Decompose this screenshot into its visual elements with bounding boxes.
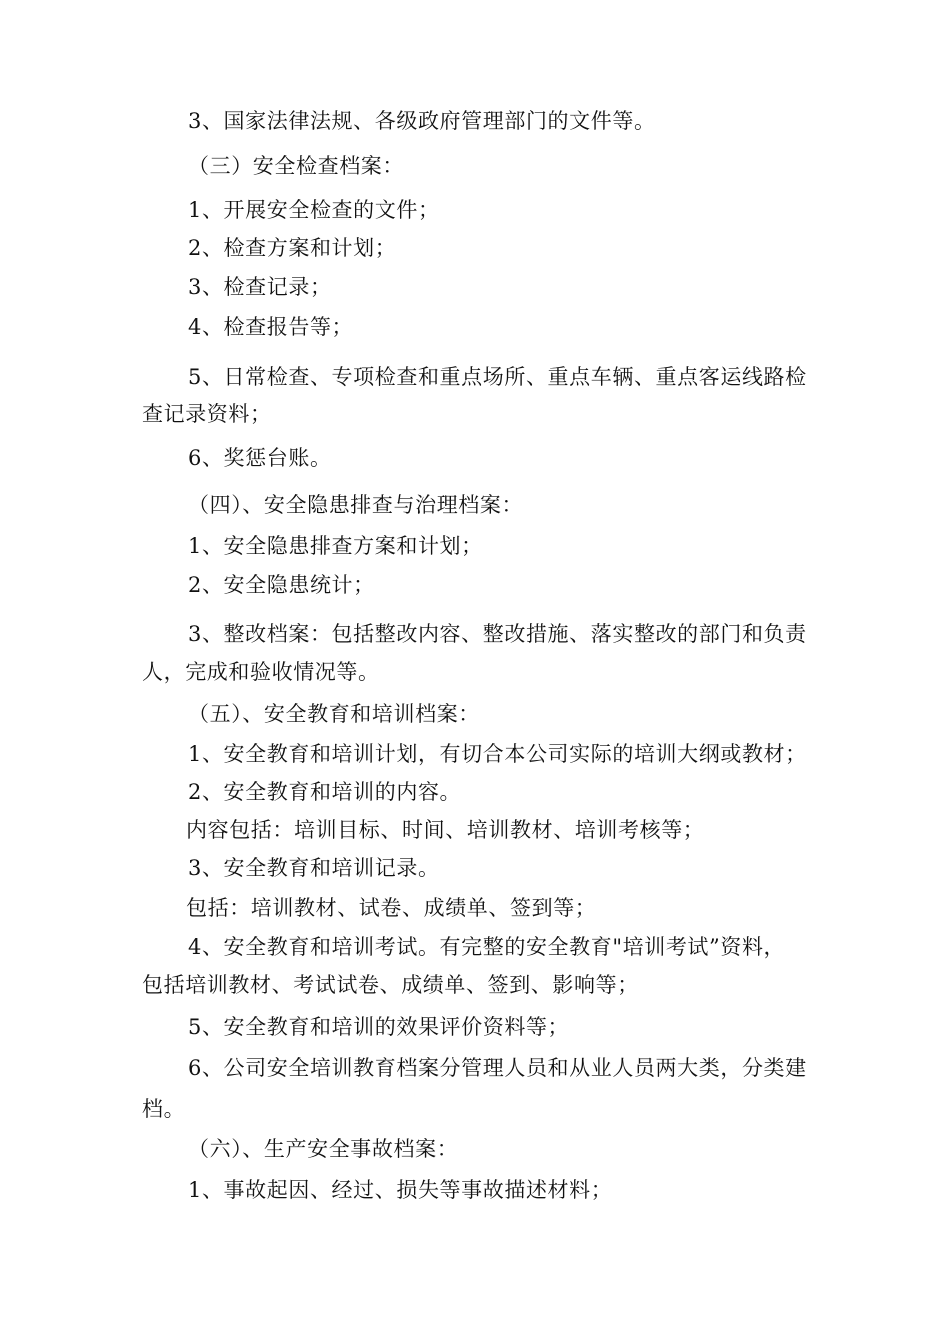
text-line: 1、安全教育和培训计划，有切合本公司实际的培训大纲或教材； [188, 742, 807, 766]
text-line: 5、安全教育和培训的效果评价资料等； [188, 1015, 570, 1039]
text-line: 6、公司安全培训教育档案分管理人员和从业人员两大类，分类建 [188, 1056, 807, 1080]
text-line: 2、安全教育和培训的内容。 [188, 780, 462, 804]
text-line: 1、事故起因、经过、损失等事故描述材料； [188, 1178, 613, 1202]
text-line: 2、安全隐患统计； [188, 573, 375, 597]
section-heading: （六）、生产安全事故档案： [188, 1137, 459, 1161]
text-line: 内容包括：培训目标、时间、培训教材、培训考核等； [186, 818, 705, 842]
text-line: 3、国家法律法规、各级政府管理部门的文件等。 [188, 109, 656, 133]
text-line: 查记录资料； [142, 402, 272, 426]
text-line: 4、检查报告等； [188, 315, 354, 339]
text-line: 5、日常检查、专项检查和重点场所、重点车辆、重点客运线路检 [188, 365, 807, 389]
text-line: 包括：培训教材、试卷、成绩单、签到等； [186, 896, 597, 920]
text-line: 1、开展安全检查的文件； [188, 198, 440, 222]
text-line: 4、安全教育和培训考试。有完整的安全教育"培训考试”资料， [188, 935, 786, 959]
text-line: 3、安全教育和培训记录。 [188, 856, 440, 880]
text-line: 档。 [142, 1097, 186, 1121]
text-line: 2、检查方案和计划； [188, 236, 397, 260]
text-line: 人，完成和验收情况等。 [142, 660, 380, 684]
section-heading: （三）安全检查档案： [188, 154, 404, 178]
text-line: 6、奖惩台账。 [188, 446, 332, 470]
section-heading: （四）、安全隐患排查与治理档案： [188, 493, 524, 517]
text-line: 包括培训教材、考试试卷、成绩单、签到、影响等； [142, 973, 639, 997]
text-line: 3、整改档案：包括整改内容、整改措施、落实整改的部门和负责 [188, 622, 807, 646]
text-line: 1、安全隐患排查方案和计划； [188, 534, 483, 558]
text-line: 3、检查记录； [188, 275, 332, 299]
section-heading: （五）、安全教育和培训档案： [188, 702, 480, 726]
